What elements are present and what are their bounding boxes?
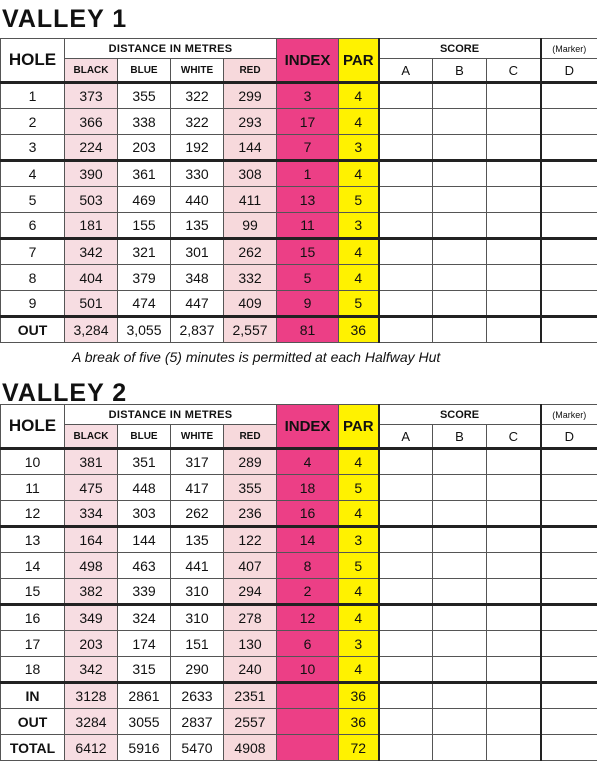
score-cell-b[interactable]: [433, 553, 487, 579]
index-header: INDEX: [277, 405, 339, 449]
score-cell-d[interactable]: [541, 631, 597, 657]
score-col-a-header: A: [379, 59, 433, 83]
par-header: PAR: [339, 405, 379, 449]
score-cell-c[interactable]: [487, 501, 541, 527]
black-tee-distance: 3284: [65, 709, 118, 735]
score-cell-b[interactable]: [433, 475, 487, 501]
blue-tee-distance: 303: [118, 501, 171, 527]
score-cell-a[interactable]: [379, 449, 433, 475]
black-tee-distance: 3,284: [65, 317, 118, 343]
red-tee-distance: 236: [224, 501, 277, 527]
hole-number: OUT: [1, 709, 65, 735]
score-col-a-header: A: [379, 425, 433, 449]
hole-number: 9: [1, 291, 65, 317]
hole-number: 1: [1, 83, 65, 109]
score-cell-d[interactable]: [541, 161, 597, 187]
hole-number: 14: [1, 553, 65, 579]
score-cell-d[interactable]: [541, 605, 597, 631]
score-cell-d[interactable]: [541, 83, 597, 109]
black-tee-distance: 224: [65, 135, 118, 161]
hole-row: [1, 109, 597, 135]
red-tee-distance: 294: [224, 579, 277, 605]
score-cell-c[interactable]: [487, 239, 541, 265]
red-tee-distance: 2351: [224, 683, 277, 709]
black-tee-distance: 381: [65, 449, 118, 475]
hole-row: [1, 527, 597, 553]
score-cell-c[interactable]: [487, 631, 541, 657]
score-cell-a[interactable]: [379, 501, 433, 527]
score-cell-a[interactable]: [379, 631, 433, 657]
black-tee-distance: 390: [65, 161, 118, 187]
hole-row: [1, 501, 597, 527]
tee-black-header: BLACK: [65, 425, 118, 449]
red-tee-distance: 289: [224, 449, 277, 475]
halfway-break-note: A break of five (5) minutes is permitted at each Halfway Hut: [72, 349, 441, 365]
score-cell-a[interactable]: [379, 657, 433, 683]
score-cell-c[interactable]: [487, 265, 541, 291]
par-value: 4: [339, 265, 379, 291]
score-cell-b[interactable]: [433, 317, 487, 343]
score-cell-c[interactable]: [487, 709, 541, 735]
white-tee-distance: 440: [171, 187, 224, 213]
white-tee-distance: 2837: [171, 709, 224, 735]
hole-number: 18: [1, 657, 65, 683]
score-cell-a[interactable]: [379, 187, 433, 213]
red-tee-distance: 2557: [224, 709, 277, 735]
score-cell-a[interactable]: [379, 475, 433, 501]
hole-number: 7: [1, 239, 65, 265]
score-cell-a[interactable]: [379, 161, 433, 187]
hole-number: 15: [1, 579, 65, 605]
blue-tee-distance: 5916: [118, 735, 171, 761]
red-tee-distance: 130: [224, 631, 277, 657]
score-cell-d[interactable]: [541, 291, 597, 317]
score-col-d-header: D: [541, 59, 597, 83]
hole-number: OUT: [1, 317, 65, 343]
score-cell-c[interactable]: [487, 291, 541, 317]
par-value: 4: [339, 449, 379, 475]
score-cell-a[interactable]: [379, 213, 433, 239]
blue-tee-distance: 361: [118, 161, 171, 187]
stroke-index: 4: [277, 449, 339, 475]
score-cell-c[interactable]: [487, 449, 541, 475]
par-value: 4: [339, 501, 379, 527]
tee-black-header: BLACK: [65, 59, 118, 83]
par-value: 4: [339, 579, 379, 605]
distance-header: DISTANCE IN METRES: [65, 39, 277, 59]
score-cell-d[interactable]: [541, 553, 597, 579]
black-tee-distance: 404: [65, 265, 118, 291]
blue-tee-distance: 3,055: [118, 317, 171, 343]
hole-number: 8: [1, 265, 65, 291]
score-cell-d[interactable]: [541, 475, 597, 501]
score-cell-a[interactable]: [379, 291, 433, 317]
score-cell-b[interactable]: [433, 631, 487, 657]
blue-tee-distance: 144: [118, 527, 171, 553]
score-cell-c[interactable]: [487, 109, 541, 135]
par-value: 36: [339, 709, 379, 735]
score-cell-d[interactable]: [541, 735, 597, 761]
hole-number: 11: [1, 475, 65, 501]
score-cell-b[interactable]: [433, 449, 487, 475]
blue-tee-distance: 155: [118, 213, 171, 239]
stroke-index: 10: [277, 657, 339, 683]
black-tee-distance: 373: [65, 83, 118, 109]
hole-row: [1, 605, 597, 631]
black-tee-distance: 6412: [65, 735, 118, 761]
hole-row: [1, 135, 597, 161]
blue-tee-distance: 474: [118, 291, 171, 317]
white-tee-distance: 317: [171, 449, 224, 475]
blue-tee-distance: 339: [118, 579, 171, 605]
stroke-index: 13: [277, 187, 339, 213]
score-cell-a[interactable]: [379, 109, 433, 135]
par-value: 4: [339, 239, 379, 265]
black-tee-distance: 334: [65, 501, 118, 527]
score-cell-b[interactable]: [433, 291, 487, 317]
score-col-d-header: D: [541, 425, 597, 449]
score-cell-c[interactable]: [487, 553, 541, 579]
score-cell-b[interactable]: [433, 265, 487, 291]
score-cell-c[interactable]: [487, 161, 541, 187]
score-cell-c[interactable]: [487, 317, 541, 343]
white-tee-distance: 2,837: [171, 317, 224, 343]
hole-row: [1, 239, 597, 265]
score-cell-b[interactable]: [433, 735, 487, 761]
par-value: 3: [339, 631, 379, 657]
par-header: PAR: [339, 39, 379, 83]
stroke-index: [277, 709, 339, 735]
score-cell-a[interactable]: [379, 239, 433, 265]
blue-tee-distance: 379: [118, 265, 171, 291]
score-cell-a[interactable]: [379, 265, 433, 291]
hole-row: [1, 553, 597, 579]
hole-header: HOLE: [1, 39, 65, 83]
score-cell-a[interactable]: [379, 135, 433, 161]
blue-tee-distance: 3055: [118, 709, 171, 735]
red-tee-distance: 4908: [224, 735, 277, 761]
score-cell-d[interactable]: [541, 683, 597, 709]
score-cell-b[interactable]: [433, 213, 487, 239]
score-cell-d[interactable]: [541, 265, 597, 291]
red-tee-distance: 409: [224, 291, 277, 317]
par-value: 72: [339, 735, 379, 761]
black-tee-distance: 164: [65, 527, 118, 553]
tee-white-header: WHITE: [171, 59, 224, 83]
red-tee-distance: 144: [224, 135, 277, 161]
hole-number: TOTAL: [1, 735, 65, 761]
par-value: 36: [339, 317, 379, 343]
red-tee-distance: 262: [224, 239, 277, 265]
stroke-index: 2: [277, 579, 339, 605]
valley-1-title: VALLEY 1: [2, 5, 128, 33]
score-cell-b[interactable]: [433, 683, 487, 709]
blue-tee-distance: 351: [118, 449, 171, 475]
blue-tee-distance: 315: [118, 657, 171, 683]
white-tee-distance: 135: [171, 527, 224, 553]
marker-header: (Marker): [541, 405, 597, 425]
par-value: 36: [339, 683, 379, 709]
red-tee-distance: 332: [224, 265, 277, 291]
score-cell-c[interactable]: [487, 83, 541, 109]
black-tee-distance: 349: [65, 605, 118, 631]
score-cell-c[interactable]: [487, 605, 541, 631]
red-tee-distance: 411: [224, 187, 277, 213]
blue-tee-distance: 2861: [118, 683, 171, 709]
hole-row: [1, 631, 597, 657]
black-tee-distance: 382: [65, 579, 118, 605]
score-cell-d[interactable]: [541, 709, 597, 735]
white-tee-distance: 5470: [171, 735, 224, 761]
score-cell-b[interactable]: [433, 187, 487, 213]
black-tee-distance: 475: [65, 475, 118, 501]
par-value: 4: [339, 605, 379, 631]
stroke-index: 81: [277, 317, 339, 343]
score-cell-a[interactable]: [379, 317, 433, 343]
score-cell-c[interactable]: [487, 187, 541, 213]
black-tee-distance: 366: [65, 109, 118, 135]
hole-number: 16: [1, 605, 65, 631]
hole-header: HOLE: [1, 405, 65, 449]
red-tee-distance: 299: [224, 83, 277, 109]
index-header: INDEX: [277, 39, 339, 83]
hole-row: [1, 265, 597, 291]
par-value: 4: [339, 657, 379, 683]
par-value: 5: [339, 475, 379, 501]
tee-white-header: WHITE: [171, 425, 224, 449]
hole-row: [1, 161, 597, 187]
hole-row: [1, 187, 597, 213]
score-cell-a[interactable]: [379, 527, 433, 553]
stroke-index: 8: [277, 553, 339, 579]
score-cell-c[interactable]: [487, 475, 541, 501]
par-value: 4: [339, 161, 379, 187]
score-cell-a[interactable]: [379, 579, 433, 605]
red-tee-distance: 407: [224, 553, 277, 579]
white-tee-distance: 290: [171, 657, 224, 683]
black-tee-distance: 498: [65, 553, 118, 579]
score-col-c-header: C: [487, 59, 541, 83]
white-tee-distance: 151: [171, 631, 224, 657]
par-value: 3: [339, 527, 379, 553]
hole-number: 6: [1, 213, 65, 239]
score-cell-b[interactable]: [433, 135, 487, 161]
red-tee-distance: 2,557: [224, 317, 277, 343]
tee-red-header: RED: [224, 425, 277, 449]
white-tee-distance: 192: [171, 135, 224, 161]
blue-tee-distance: 338: [118, 109, 171, 135]
score-cell-a[interactable]: [379, 709, 433, 735]
par-value: 5: [339, 553, 379, 579]
stroke-index: 12: [277, 605, 339, 631]
totals-row: [1, 683, 597, 709]
white-tee-distance: 322: [171, 83, 224, 109]
score-cell-d[interactable]: [541, 213, 597, 239]
tee-blue-header: BLUE: [118, 59, 171, 83]
hole-number: 13: [1, 527, 65, 553]
score-cell-d[interactable]: [541, 135, 597, 161]
hole-number: 3: [1, 135, 65, 161]
stroke-index: 1: [277, 161, 339, 187]
score-col-c-header: C: [487, 425, 541, 449]
blue-tee-distance: 203: [118, 135, 171, 161]
score-col-b-header: B: [433, 59, 487, 83]
hole-number: 5: [1, 187, 65, 213]
score-cell-d[interactable]: [541, 579, 597, 605]
red-tee-distance: 293: [224, 109, 277, 135]
white-tee-distance: 2633: [171, 683, 224, 709]
score-cell-c[interactable]: [487, 735, 541, 761]
blue-tee-distance: 174: [118, 631, 171, 657]
tee-red-header: RED: [224, 59, 277, 83]
hole-number: 2: [1, 109, 65, 135]
score-cell-d[interactable]: [541, 501, 597, 527]
score-cell-b[interactable]: [433, 605, 487, 631]
score-cell-c[interactable]: [487, 683, 541, 709]
score-cell-d[interactable]: [541, 109, 597, 135]
par-value: 4: [339, 109, 379, 135]
black-tee-distance: 203: [65, 631, 118, 657]
hole-number: IN: [1, 683, 65, 709]
score-cell-c[interactable]: [487, 135, 541, 161]
white-tee-distance: 310: [171, 579, 224, 605]
score-cell-a[interactable]: [379, 605, 433, 631]
score-cell-c[interactable]: [487, 579, 541, 605]
blue-tee-distance: 463: [118, 553, 171, 579]
valley-1-scorecard: [0, 38, 597, 343]
score-cell-b[interactable]: [433, 239, 487, 265]
black-tee-distance: 3128: [65, 683, 118, 709]
score-cell-d[interactable]: [541, 657, 597, 683]
score-cell-c[interactable]: [487, 527, 541, 553]
totals-row: [1, 317, 597, 343]
stroke-index: 17: [277, 109, 339, 135]
stroke-index: 6: [277, 631, 339, 657]
par-value: 5: [339, 187, 379, 213]
stroke-index: [277, 683, 339, 709]
par-value: 5: [339, 291, 379, 317]
hole-row: [1, 213, 597, 239]
score-cell-b[interactable]: [433, 161, 487, 187]
hole-row: [1, 475, 597, 501]
score-cell-b[interactable]: [433, 83, 487, 109]
white-tee-distance: 441: [171, 553, 224, 579]
blue-tee-distance: 321: [118, 239, 171, 265]
hole-row: [1, 657, 597, 683]
black-tee-distance: 342: [65, 239, 118, 265]
par-value: 4: [339, 83, 379, 109]
stroke-index: 16: [277, 501, 339, 527]
score-cell-b[interactable]: [433, 109, 487, 135]
score-cell-a[interactable]: [379, 83, 433, 109]
marker-header: (Marker): [541, 39, 597, 59]
red-tee-distance: 240: [224, 657, 277, 683]
score-cell-c[interactable]: [487, 213, 541, 239]
valley-2-title: VALLEY 2: [2, 379, 128, 407]
score-cell-b[interactable]: [433, 709, 487, 735]
score-col-b-header: B: [433, 425, 487, 449]
score-cell-d[interactable]: [541, 317, 597, 343]
white-tee-distance: 447: [171, 291, 224, 317]
hole-row: [1, 83, 597, 109]
distance-header: DISTANCE IN METRES: [65, 405, 277, 425]
red-tee-distance: 278: [224, 605, 277, 631]
score-cell-b[interactable]: [433, 501, 487, 527]
hole-number: 10: [1, 449, 65, 475]
score-cell-b[interactable]: [433, 657, 487, 683]
stroke-index: 15: [277, 239, 339, 265]
blue-tee-distance: 355: [118, 83, 171, 109]
white-tee-distance: 135: [171, 213, 224, 239]
totals-row: [1, 735, 597, 761]
hole-number: 17: [1, 631, 65, 657]
white-tee-distance: 417: [171, 475, 224, 501]
white-tee-distance: 330: [171, 161, 224, 187]
white-tee-distance: 310: [171, 605, 224, 631]
hole-row: [1, 579, 597, 605]
score-cell-d[interactable]: [541, 527, 597, 553]
red-tee-distance: 308: [224, 161, 277, 187]
stroke-index: 11: [277, 213, 339, 239]
red-tee-distance: 355: [224, 475, 277, 501]
score-header: SCORE: [379, 405, 541, 425]
blue-tee-distance: 448: [118, 475, 171, 501]
stroke-index: 9: [277, 291, 339, 317]
stroke-index: 7: [277, 135, 339, 161]
score-cell-c[interactable]: [487, 657, 541, 683]
score-cell-b[interactable]: [433, 579, 487, 605]
red-tee-distance: 122: [224, 527, 277, 553]
hole-number: 12: [1, 501, 65, 527]
hole-row: [1, 449, 597, 475]
totals-row: [1, 709, 597, 735]
black-tee-distance: 181: [65, 213, 118, 239]
valley-2-scorecard: [0, 404, 597, 761]
red-tee-distance: 99: [224, 213, 277, 239]
score-header: SCORE: [379, 39, 541, 59]
score-cell-a[interactable]: [379, 735, 433, 761]
score-cell-a[interactable]: [379, 553, 433, 579]
stroke-index: 3: [277, 83, 339, 109]
valley-1-rows: [1, 83, 597, 343]
hole-number: 4: [1, 161, 65, 187]
tee-blue-header: BLUE: [118, 425, 171, 449]
score-cell-b[interactable]: [433, 527, 487, 553]
par-value: 3: [339, 213, 379, 239]
score-cell-d[interactable]: [541, 187, 597, 213]
black-tee-distance: 503: [65, 187, 118, 213]
blue-tee-distance: 324: [118, 605, 171, 631]
white-tee-distance: 348: [171, 265, 224, 291]
valley-2-rows: [1, 449, 597, 761]
score-cell-d[interactable]: [541, 449, 597, 475]
stroke-index: [277, 735, 339, 761]
stroke-index: 5: [277, 265, 339, 291]
stroke-index: 18: [277, 475, 339, 501]
black-tee-distance: 342: [65, 657, 118, 683]
white-tee-distance: 301: [171, 239, 224, 265]
white-tee-distance: 262: [171, 501, 224, 527]
black-tee-distance: 501: [65, 291, 118, 317]
white-tee-distance: 322: [171, 109, 224, 135]
score-cell-a[interactable]: [379, 683, 433, 709]
blue-tee-distance: 469: [118, 187, 171, 213]
score-cell-d[interactable]: [541, 239, 597, 265]
hole-row: [1, 291, 597, 317]
stroke-index: 14: [277, 527, 339, 553]
par-value: 3: [339, 135, 379, 161]
